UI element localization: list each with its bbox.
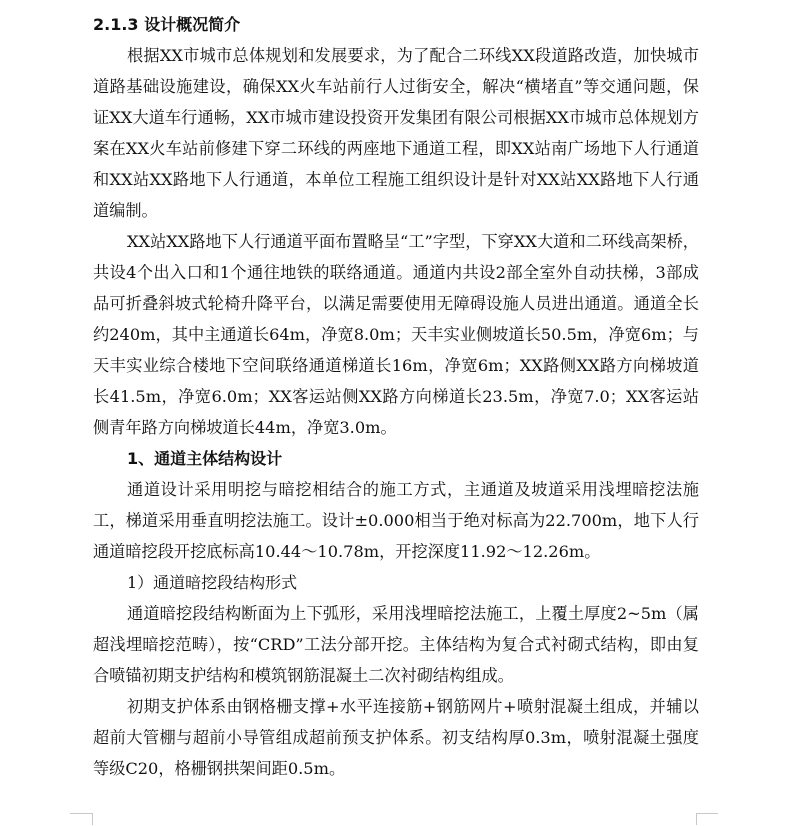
subsection-heading: 1、通道主体结构设计 [127, 449, 283, 468]
page-corner-mark-right [696, 813, 718, 826]
page-corner-mark-left-vertical [92, 813, 93, 825]
section-heading: 2.1.3 设计概况简介 [93, 15, 241, 34]
page-corner-mark-right-vertical [696, 813, 697, 825]
section-paragraph-1: 根据XX市城市总体规划和发展要求，为了配合二环线XX段道路改造，加快城市道路基础设施建设，确保XX火车站前行人过街安全，解决“横堵直”等交通问题，保证XX大道车行通畅，XX市城市建设投资开发集团有限公司根据XX市城市总体规划方案在XX火车站前修建下穿二环线的两座地下通道工程，即XX站南广场地下人行通道和XX站XX路地下人行通道，本单位工程施工组织设计是针对XX站XX路地下人行通道编制。 [93, 46, 699, 220]
item-paragraph-2: 初期支护体系由钢格栅支撑+水平连接筋+钢筋网片+喷射混凝土组成，并辅以超前大管棚与超前小导管组成超前预支护体系。初支结构厚0.3m，喷射混凝土强度等级C20，格栅钢拱架间距0.5m。 [93, 697, 699, 778]
page-corner-mark-left [70, 813, 92, 826]
item-heading: 1）通道暗挖段结构形式 [127, 573, 298, 592]
document-body [93, 10, 699, 784]
item-paragraph-1: 通道暗挖段结构断面为上下弧形，采用浅埋暗挖法施工，上覆土厚度2~5m（属超浅埋暗挖范畴），按“CRD”工法分部开挖。主体结构为复合式衬砌式结构，即由复合喷锚初期支护结构和模筑钢筋混凝土二次衬砌结构组成。 [93, 604, 699, 685]
subsection-paragraph: 通道设计采用明挖与暗挖相结合的施工方式，主通道及坡道采用浅埋暗挖法施工，梯道采用垂直明挖法施工。设计±0.000相当于绝对标高为22.700m，地下人行通道暗挖段开挖底标高10.44～10.78m，开挖深度11.92～12.26m。 [93, 480, 699, 561]
section-paragraph-2: XX站XX路地下人行通道平面布置略呈“工”字型，下穿XX大道和二环线高架桥，共设4个出入口和1个通往地铁的联络通道。通道内共设2部全室外自动扶梯，3部成品可折叠斜坡式轮椅升降平台，以满足需要使用无障碍设施人员进出通道。通道全长约240m，其中主通道长64m，净宽8.0m；天丰实业侧坡道长50.5m，净宽6m；与天丰实业综合楼地下空间联络通道梯道长16m，净宽6m；XX路侧XX路方向梯坡道长41.5m，净宽6.0m；XX客运站侧XX路方向梯道长23.5m，净宽7.0；XX客运站侧青年路方向梯坡道长44m，净宽3.0m。 [93, 232, 699, 437]
